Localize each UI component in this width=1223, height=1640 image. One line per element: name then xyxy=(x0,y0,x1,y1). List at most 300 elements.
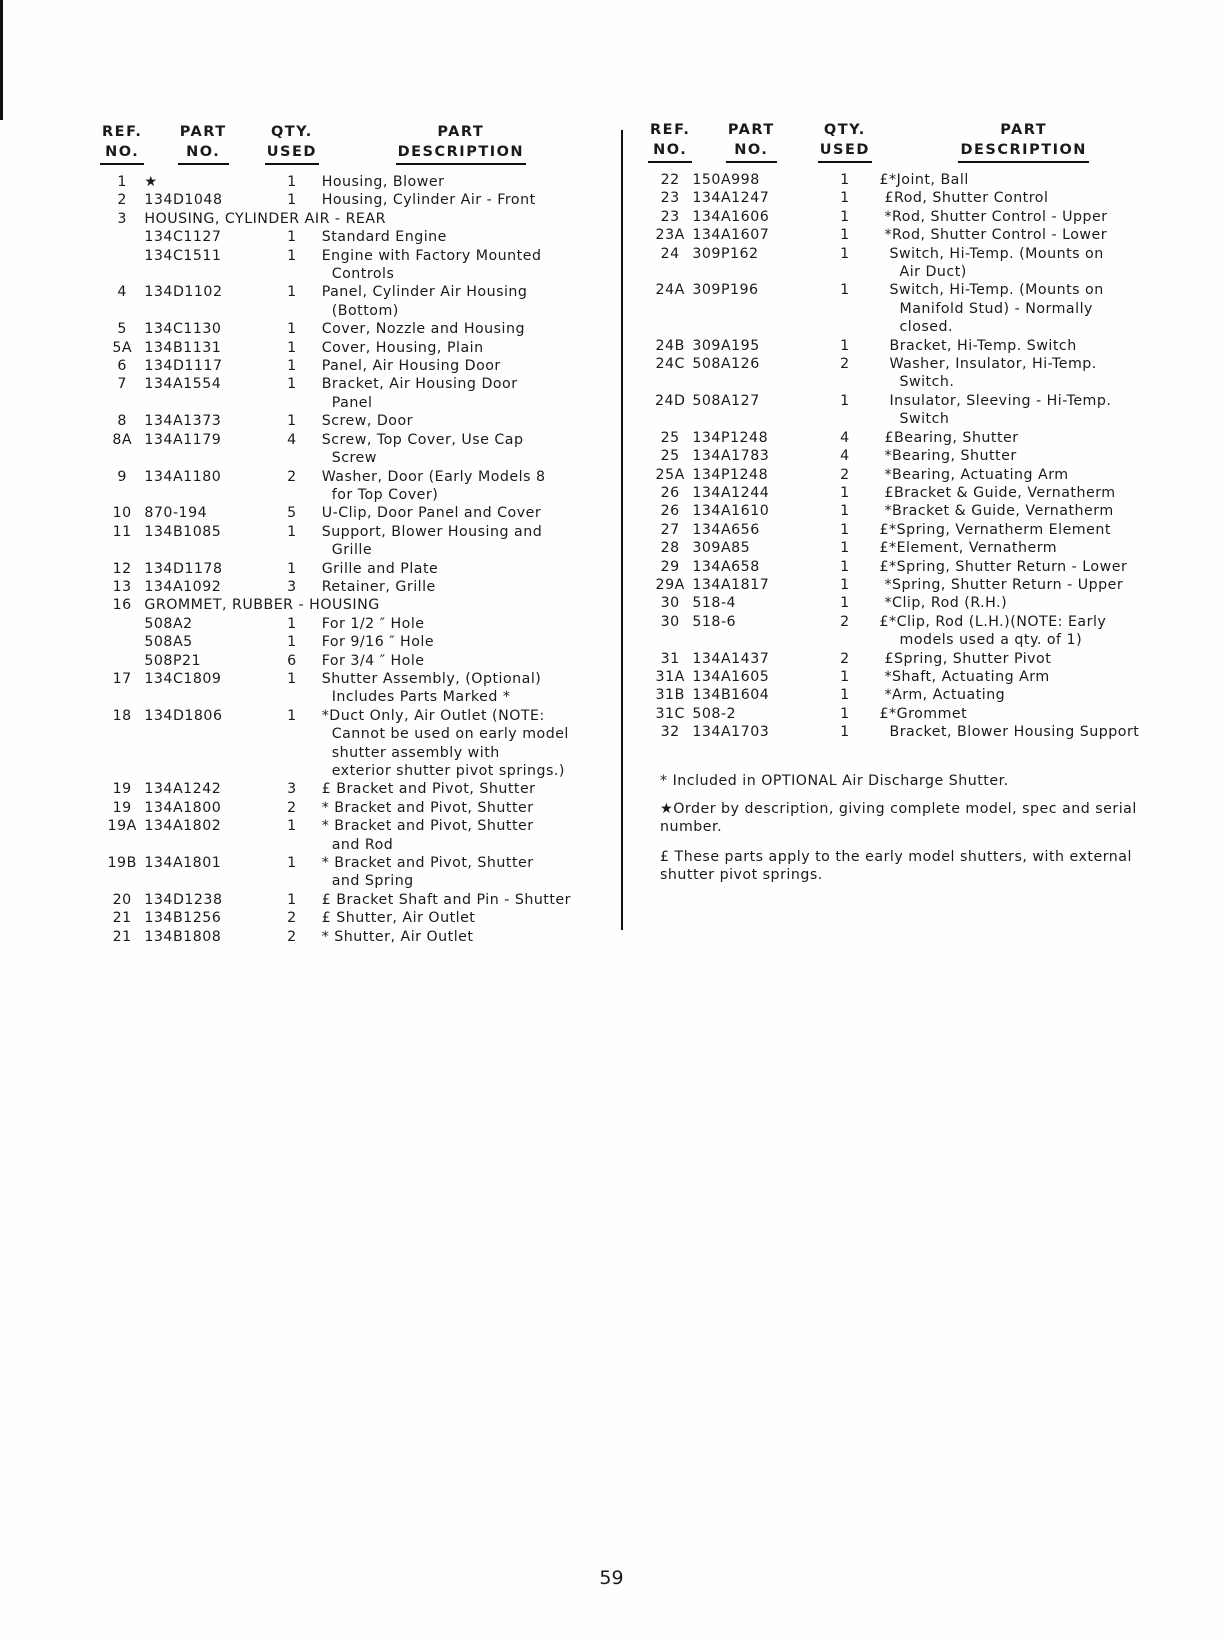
quantity xyxy=(262,725,322,743)
table-row xyxy=(100,191,600,209)
quantity xyxy=(262,762,322,780)
ref-number xyxy=(100,688,144,706)
part-number: 134A1247 xyxy=(692,190,770,207)
ref-number xyxy=(100,836,144,854)
quantity: 2 xyxy=(840,466,850,483)
column-divider xyxy=(621,130,623,930)
part-number: 134B1808 xyxy=(144,928,222,945)
table-row xyxy=(100,780,600,798)
ref-number: 4 xyxy=(117,284,127,301)
table-row xyxy=(100,228,600,246)
table-row xyxy=(648,355,1168,373)
table-row xyxy=(100,725,600,743)
quantity: 2 xyxy=(840,613,850,630)
part-number: 134D1238 xyxy=(144,891,223,908)
part-description: Grille xyxy=(321,542,373,559)
quantity: 3 xyxy=(287,781,297,798)
ref-number: 21 xyxy=(112,910,132,927)
part-number: 508A5 xyxy=(144,634,193,651)
table-row xyxy=(100,688,600,706)
table-row xyxy=(648,263,1168,281)
table-row xyxy=(100,449,600,467)
ref-number: 31 xyxy=(660,650,680,667)
part-description: *Duct Only, Air Outlet (NOTE: xyxy=(321,707,545,724)
part-description: £*Spring, Vernatherm Element xyxy=(879,521,1111,538)
part-number: 134A1606 xyxy=(692,208,770,225)
table-row xyxy=(648,521,1168,539)
part-number: 134A1800 xyxy=(144,799,222,816)
part-description: and Rod xyxy=(321,836,394,853)
part-number: 134C1809 xyxy=(144,670,222,687)
ref-number xyxy=(100,394,144,412)
part-description: closed. xyxy=(879,319,954,336)
table-row xyxy=(100,633,600,651)
parts-table xyxy=(648,120,1168,742)
part-description: Screw xyxy=(321,450,377,467)
part-number xyxy=(144,836,262,854)
part-description: * Shutter, Air Outlet xyxy=(321,928,474,945)
part-description: £Rod, Shutter Control xyxy=(879,190,1049,207)
part-description: Washer, Insulator, Hi-Temp. xyxy=(879,356,1097,373)
part-number: 134A1783 xyxy=(692,448,770,465)
part-description: *Clip, Rod (R.H.) xyxy=(879,595,1008,612)
parts-table-right xyxy=(648,120,1168,742)
table-row xyxy=(100,523,600,541)
table-row xyxy=(100,504,600,522)
header-part-no: PART NO. xyxy=(144,122,262,167)
part-description: £ Bracket Shaft and Pin - Shutter xyxy=(321,891,571,908)
part-description: Switch xyxy=(879,411,950,428)
ref-number xyxy=(100,265,144,283)
table-row xyxy=(100,928,600,946)
part-number: 134B1256 xyxy=(144,910,222,927)
quantity: 1 xyxy=(287,818,297,835)
table-row xyxy=(648,631,1168,649)
table-row xyxy=(100,431,600,449)
quantity: 1 xyxy=(840,724,850,741)
quantity xyxy=(262,688,322,706)
part-number: 134A1817 xyxy=(692,576,770,593)
part-number: 134D1102 xyxy=(144,284,223,301)
ref-number xyxy=(648,318,692,336)
ref-number: 16 xyxy=(112,597,132,614)
part-number: 134C1130 xyxy=(144,321,222,338)
parts-table xyxy=(100,122,600,946)
table-row xyxy=(100,375,600,393)
table-row xyxy=(100,836,600,854)
header-description: PART DESCRIPTION xyxy=(322,122,600,167)
ref-number: 31B xyxy=(655,687,685,704)
quantity: 1 xyxy=(287,174,297,190)
quantity: 1 xyxy=(840,484,850,501)
part-number xyxy=(692,263,810,281)
part-number: 134A656 xyxy=(692,521,760,538)
quantity: 1 xyxy=(287,615,297,632)
quantity: 1 xyxy=(840,540,850,557)
quantity xyxy=(262,394,322,412)
table-row xyxy=(648,392,1168,410)
ref-number: 23 xyxy=(660,208,680,225)
part-number: 508P21 xyxy=(144,652,202,669)
part-number: 134A1179 xyxy=(144,431,222,448)
quantity: 1 xyxy=(287,523,297,540)
part-description: Standard Engine xyxy=(321,229,447,246)
part-description: £*Joint, Ball xyxy=(879,172,969,188)
part-description: *Bearing, Shutter xyxy=(879,448,1017,465)
part-number: 134A1607 xyxy=(692,227,770,244)
ref-number xyxy=(648,300,692,318)
quantity: 1 xyxy=(840,190,850,207)
table-row xyxy=(648,281,1168,299)
quantity: 3 xyxy=(287,578,297,595)
table-row xyxy=(100,652,600,670)
table-row xyxy=(100,247,600,265)
table-row xyxy=(648,447,1168,465)
table-row xyxy=(100,320,600,338)
quantity xyxy=(262,836,322,854)
ref-number xyxy=(100,872,144,890)
table-row xyxy=(648,466,1168,484)
ref-number: 26 xyxy=(660,484,680,501)
part-description: £Bearing, Shutter xyxy=(879,429,1019,446)
part-number xyxy=(144,449,262,467)
ref-number: 13 xyxy=(112,578,132,595)
part-description: £ Bracket and Pivot, Shutter xyxy=(321,781,536,798)
part-description: For 3/4 ″ Hole xyxy=(321,652,425,669)
ref-number: 30 xyxy=(660,613,680,630)
part-number: 870-194 xyxy=(144,505,208,522)
part-number: 134C1127 xyxy=(144,229,222,246)
table-row xyxy=(100,707,600,725)
note-order-by-description: ★Order by description, giving complete model, spec and serial number. xyxy=(660,801,1137,836)
part-description: £*Element, Vernatherm xyxy=(879,540,1058,557)
ref-number xyxy=(648,631,692,649)
part-number: 134A1373 xyxy=(144,413,222,430)
quantity xyxy=(810,263,879,281)
part-number: 134A1703 xyxy=(692,724,770,741)
table-row xyxy=(648,208,1168,226)
ref-number xyxy=(100,762,144,780)
table-row xyxy=(100,357,600,375)
quantity: 1 xyxy=(287,891,297,908)
quantity: 1 xyxy=(840,282,850,299)
ref-number xyxy=(100,541,144,559)
part-number xyxy=(144,486,262,504)
ref-number: 18 xyxy=(112,707,132,724)
table-row xyxy=(648,686,1168,704)
parts-table-left xyxy=(100,122,600,946)
ref-number: 7 xyxy=(117,376,127,393)
part-description: For 1/2 ″ Hole xyxy=(321,615,425,632)
part-number: 309A85 xyxy=(692,540,751,557)
ref-number: 29A xyxy=(655,576,685,593)
part-number xyxy=(144,872,262,890)
part-description: Air Duct) xyxy=(879,264,967,281)
part-description: Switch. xyxy=(879,374,955,391)
table-row xyxy=(100,210,600,228)
quantity: 1 xyxy=(287,707,297,724)
header-ref: REF. NO. xyxy=(648,120,692,165)
part-description: Includes Parts Marked * xyxy=(321,689,511,706)
table-row xyxy=(648,668,1168,686)
quantity: 1 xyxy=(840,245,850,262)
quantity: 2 xyxy=(287,799,297,816)
quantity: 1 xyxy=(287,855,297,872)
part-description: Cover, Housing, Plain xyxy=(321,339,484,356)
part-description: Controls xyxy=(321,266,395,283)
quantity: 1 xyxy=(287,321,297,338)
part-description: shutter assembly with xyxy=(321,744,500,761)
part-number xyxy=(144,762,262,780)
part-description: U-Clip, Door Panel and Cover xyxy=(321,505,542,522)
part-number: 508-2 xyxy=(692,705,737,722)
part-number: 134A1554 xyxy=(144,376,222,393)
part-number: 508A126 xyxy=(692,356,760,373)
ref-number: 26 xyxy=(660,503,680,520)
quantity: 1 xyxy=(840,705,850,722)
ref-number xyxy=(100,633,144,651)
part-number: 134A1437 xyxy=(692,650,770,667)
part-number: 518-4 xyxy=(692,595,737,612)
table-row xyxy=(100,799,600,817)
ref-number: 25A xyxy=(655,466,685,483)
table-row xyxy=(648,502,1168,520)
quantity: 1 xyxy=(287,413,297,430)
section-heading: GROMMET, RUBBER - HOUSING xyxy=(144,597,380,614)
ref-number xyxy=(100,744,144,762)
ref-number: 19B xyxy=(107,855,137,872)
part-description: * Bracket and Pivot, Shutter xyxy=(321,818,534,835)
part-description: £*Grommet xyxy=(879,705,968,722)
quantity: 1 xyxy=(840,503,850,520)
table-row xyxy=(100,615,600,633)
table-row xyxy=(100,744,600,762)
ref-number xyxy=(648,263,692,281)
ref-number: 19A xyxy=(107,818,137,835)
part-description: Screw, Door xyxy=(321,413,413,430)
ref-number xyxy=(100,302,144,320)
part-description: *Shaft, Actuating Arm xyxy=(879,668,1050,685)
quantity: 1 xyxy=(287,339,297,356)
table-row xyxy=(648,613,1168,631)
part-number: 134P1248 xyxy=(692,466,769,483)
quantity: 1 xyxy=(287,192,297,209)
ref-number: 17 xyxy=(112,670,132,687)
quantity: 1 xyxy=(840,558,850,575)
ref-number: 19 xyxy=(112,781,132,798)
ref-number: 23 xyxy=(660,190,680,207)
quantity: 1 xyxy=(287,560,297,577)
quantity: 2 xyxy=(287,468,297,485)
table-row xyxy=(100,670,600,688)
ref-number: 31A xyxy=(655,668,685,685)
quantity xyxy=(262,449,322,467)
ref-number: 23A xyxy=(655,227,685,244)
table-row xyxy=(100,468,600,486)
quantity: 1 xyxy=(840,595,850,612)
ref-number: 8 xyxy=(117,413,127,430)
ref-number: 11 xyxy=(112,523,132,540)
part-number: 134D1806 xyxy=(144,707,223,724)
part-number xyxy=(144,725,262,743)
quantity xyxy=(262,265,322,283)
quantity: 1 xyxy=(287,358,297,375)
table-row xyxy=(648,484,1168,502)
table-row xyxy=(648,705,1168,723)
part-description: Bracket, Hi-Temp. Switch xyxy=(879,337,1077,354)
quantity xyxy=(810,318,879,336)
quantity: 1 xyxy=(840,668,850,685)
quantity xyxy=(262,486,322,504)
note-early-model-shutters: £ These parts apply to the early model shutters, with external shutter pivot springs. xyxy=(660,849,1132,884)
part-description: Bracket, Air Housing Door xyxy=(321,376,518,393)
table-row xyxy=(648,226,1168,244)
ref-number: 24A xyxy=(655,282,685,299)
quantity: 2 xyxy=(840,356,850,373)
part-number: 134B1131 xyxy=(144,339,222,356)
quantity xyxy=(810,300,879,318)
table-row xyxy=(648,723,1168,741)
part-description: *Rod, Shutter Control - Lower xyxy=(879,227,1108,244)
table-row xyxy=(100,541,600,559)
part-number xyxy=(692,300,810,318)
table-row xyxy=(648,594,1168,612)
part-description: Grille and Plate xyxy=(321,560,439,577)
part-description: Washer, Door (Early Models 8 xyxy=(321,468,546,485)
header-ref: REF. NO. xyxy=(100,122,144,167)
quantity xyxy=(262,541,322,559)
ref-number: 19 xyxy=(112,799,132,816)
part-number: 134A1801 xyxy=(144,855,222,872)
ref-number: 30 xyxy=(660,595,680,612)
part-number: 518-6 xyxy=(692,613,737,630)
part-number: 150A998 xyxy=(692,172,760,188)
part-number: 134B1085 xyxy=(144,523,222,540)
part-number xyxy=(144,744,262,762)
ref-number: 12 xyxy=(112,560,132,577)
part-description: Panel xyxy=(321,394,373,411)
quantity: 1 xyxy=(840,208,850,225)
part-number: 134A1244 xyxy=(692,484,770,501)
part-description: (Bottom) xyxy=(321,302,399,319)
quantity: 1 xyxy=(287,670,297,687)
part-number: 134A1605 xyxy=(692,668,770,685)
part-description: Engine with Factory Mounted xyxy=(321,247,542,264)
table-row xyxy=(648,171,1168,189)
ref-number: 28 xyxy=(660,540,680,557)
part-description: £*Clip, Rod (L.H.)(NOTE: Early xyxy=(879,613,1107,630)
part-number: 309P196 xyxy=(692,282,759,299)
quantity: 5 xyxy=(287,505,297,522)
page-number: 59 xyxy=(599,1567,624,1589)
ref-number: 24B xyxy=(655,337,685,354)
ref-number xyxy=(100,725,144,743)
quantity: 4 xyxy=(287,431,297,448)
header-qty: QTY. USED xyxy=(810,120,879,165)
note-optional-shutter: * Included in OPTIONAL Air Discharge Shutter. xyxy=(660,773,1009,789)
part-description: Shutter Assembly, (Optional) xyxy=(321,670,542,687)
table-row xyxy=(648,410,1168,428)
part-description: *Bracket & Guide, Vernatherm xyxy=(879,503,1114,520)
table-row xyxy=(648,189,1168,207)
quantity: 4 xyxy=(840,448,850,465)
part-description: exterior shutter pivot springs.) xyxy=(321,763,565,779)
table-row xyxy=(100,891,600,909)
part-description: * Bracket and Pivot, Shutter xyxy=(321,855,534,872)
part-number xyxy=(692,318,810,336)
part-description: *Rod, Shutter Control - Upper xyxy=(879,208,1108,225)
part-number: 134A1242 xyxy=(144,781,222,798)
quantity: 1 xyxy=(840,687,850,704)
table-row xyxy=(648,576,1168,594)
part-number xyxy=(144,541,262,559)
part-number: 508A2 xyxy=(144,615,193,632)
part-description: Panel, Air Housing Door xyxy=(321,358,501,375)
ref-number: 24D xyxy=(654,392,686,409)
part-number: 134A1610 xyxy=(692,503,770,520)
quantity: 1 xyxy=(840,337,850,354)
part-description: £Spring, Shutter Pivot xyxy=(879,650,1052,667)
table-row xyxy=(648,373,1168,391)
table-header xyxy=(100,122,600,167)
ref-number xyxy=(100,615,144,633)
quantity: 1 xyxy=(840,227,850,244)
ref-number xyxy=(648,373,692,391)
part-description: Retainer, Grille xyxy=(321,578,436,595)
table-row xyxy=(100,283,600,301)
ref-number: 32 xyxy=(660,724,680,741)
part-description: Bracket, Blower Housing Support xyxy=(879,724,1140,741)
table-row xyxy=(100,762,600,780)
table-row xyxy=(100,173,600,191)
table-header xyxy=(648,120,1168,165)
part-number xyxy=(144,688,262,706)
table-row xyxy=(100,412,600,430)
table-row xyxy=(648,539,1168,557)
quantity: 1 xyxy=(840,172,850,188)
part-number xyxy=(692,631,810,649)
part-description: Housing, Blower xyxy=(321,174,445,190)
table-row xyxy=(648,558,1168,576)
part-description: *Spring, Shutter Return - Upper xyxy=(879,576,1124,593)
part-description: for Top Cover) xyxy=(321,486,439,503)
ref-number xyxy=(648,410,692,428)
header-description: PART DESCRIPTION xyxy=(879,120,1168,165)
quantity: 2 xyxy=(287,928,297,945)
ref-number: 8A xyxy=(112,431,133,448)
quantity xyxy=(810,631,879,649)
table-row xyxy=(648,300,1168,318)
quantity: 1 xyxy=(287,634,297,651)
ref-number xyxy=(100,449,144,467)
table-row xyxy=(100,265,600,283)
ref-number: 29 xyxy=(660,558,680,575)
quantity: 2 xyxy=(840,650,850,667)
quantity: 1 xyxy=(840,392,850,409)
table-row xyxy=(100,302,600,320)
quantity xyxy=(262,744,322,762)
quantity: 2 xyxy=(287,910,297,927)
ref-number: 3 xyxy=(117,210,127,227)
part-description: Cannot be used on early model xyxy=(321,726,569,743)
ref-number: 22 xyxy=(660,172,680,188)
part-description: Cover, Nozzle and Housing xyxy=(321,321,525,338)
table-row xyxy=(100,486,600,504)
ref-number: 10 xyxy=(112,505,132,522)
ref-number: 5A xyxy=(112,339,133,356)
ref-number: 6 xyxy=(117,358,127,375)
part-description: *Bearing, Actuating Arm xyxy=(879,466,1069,483)
